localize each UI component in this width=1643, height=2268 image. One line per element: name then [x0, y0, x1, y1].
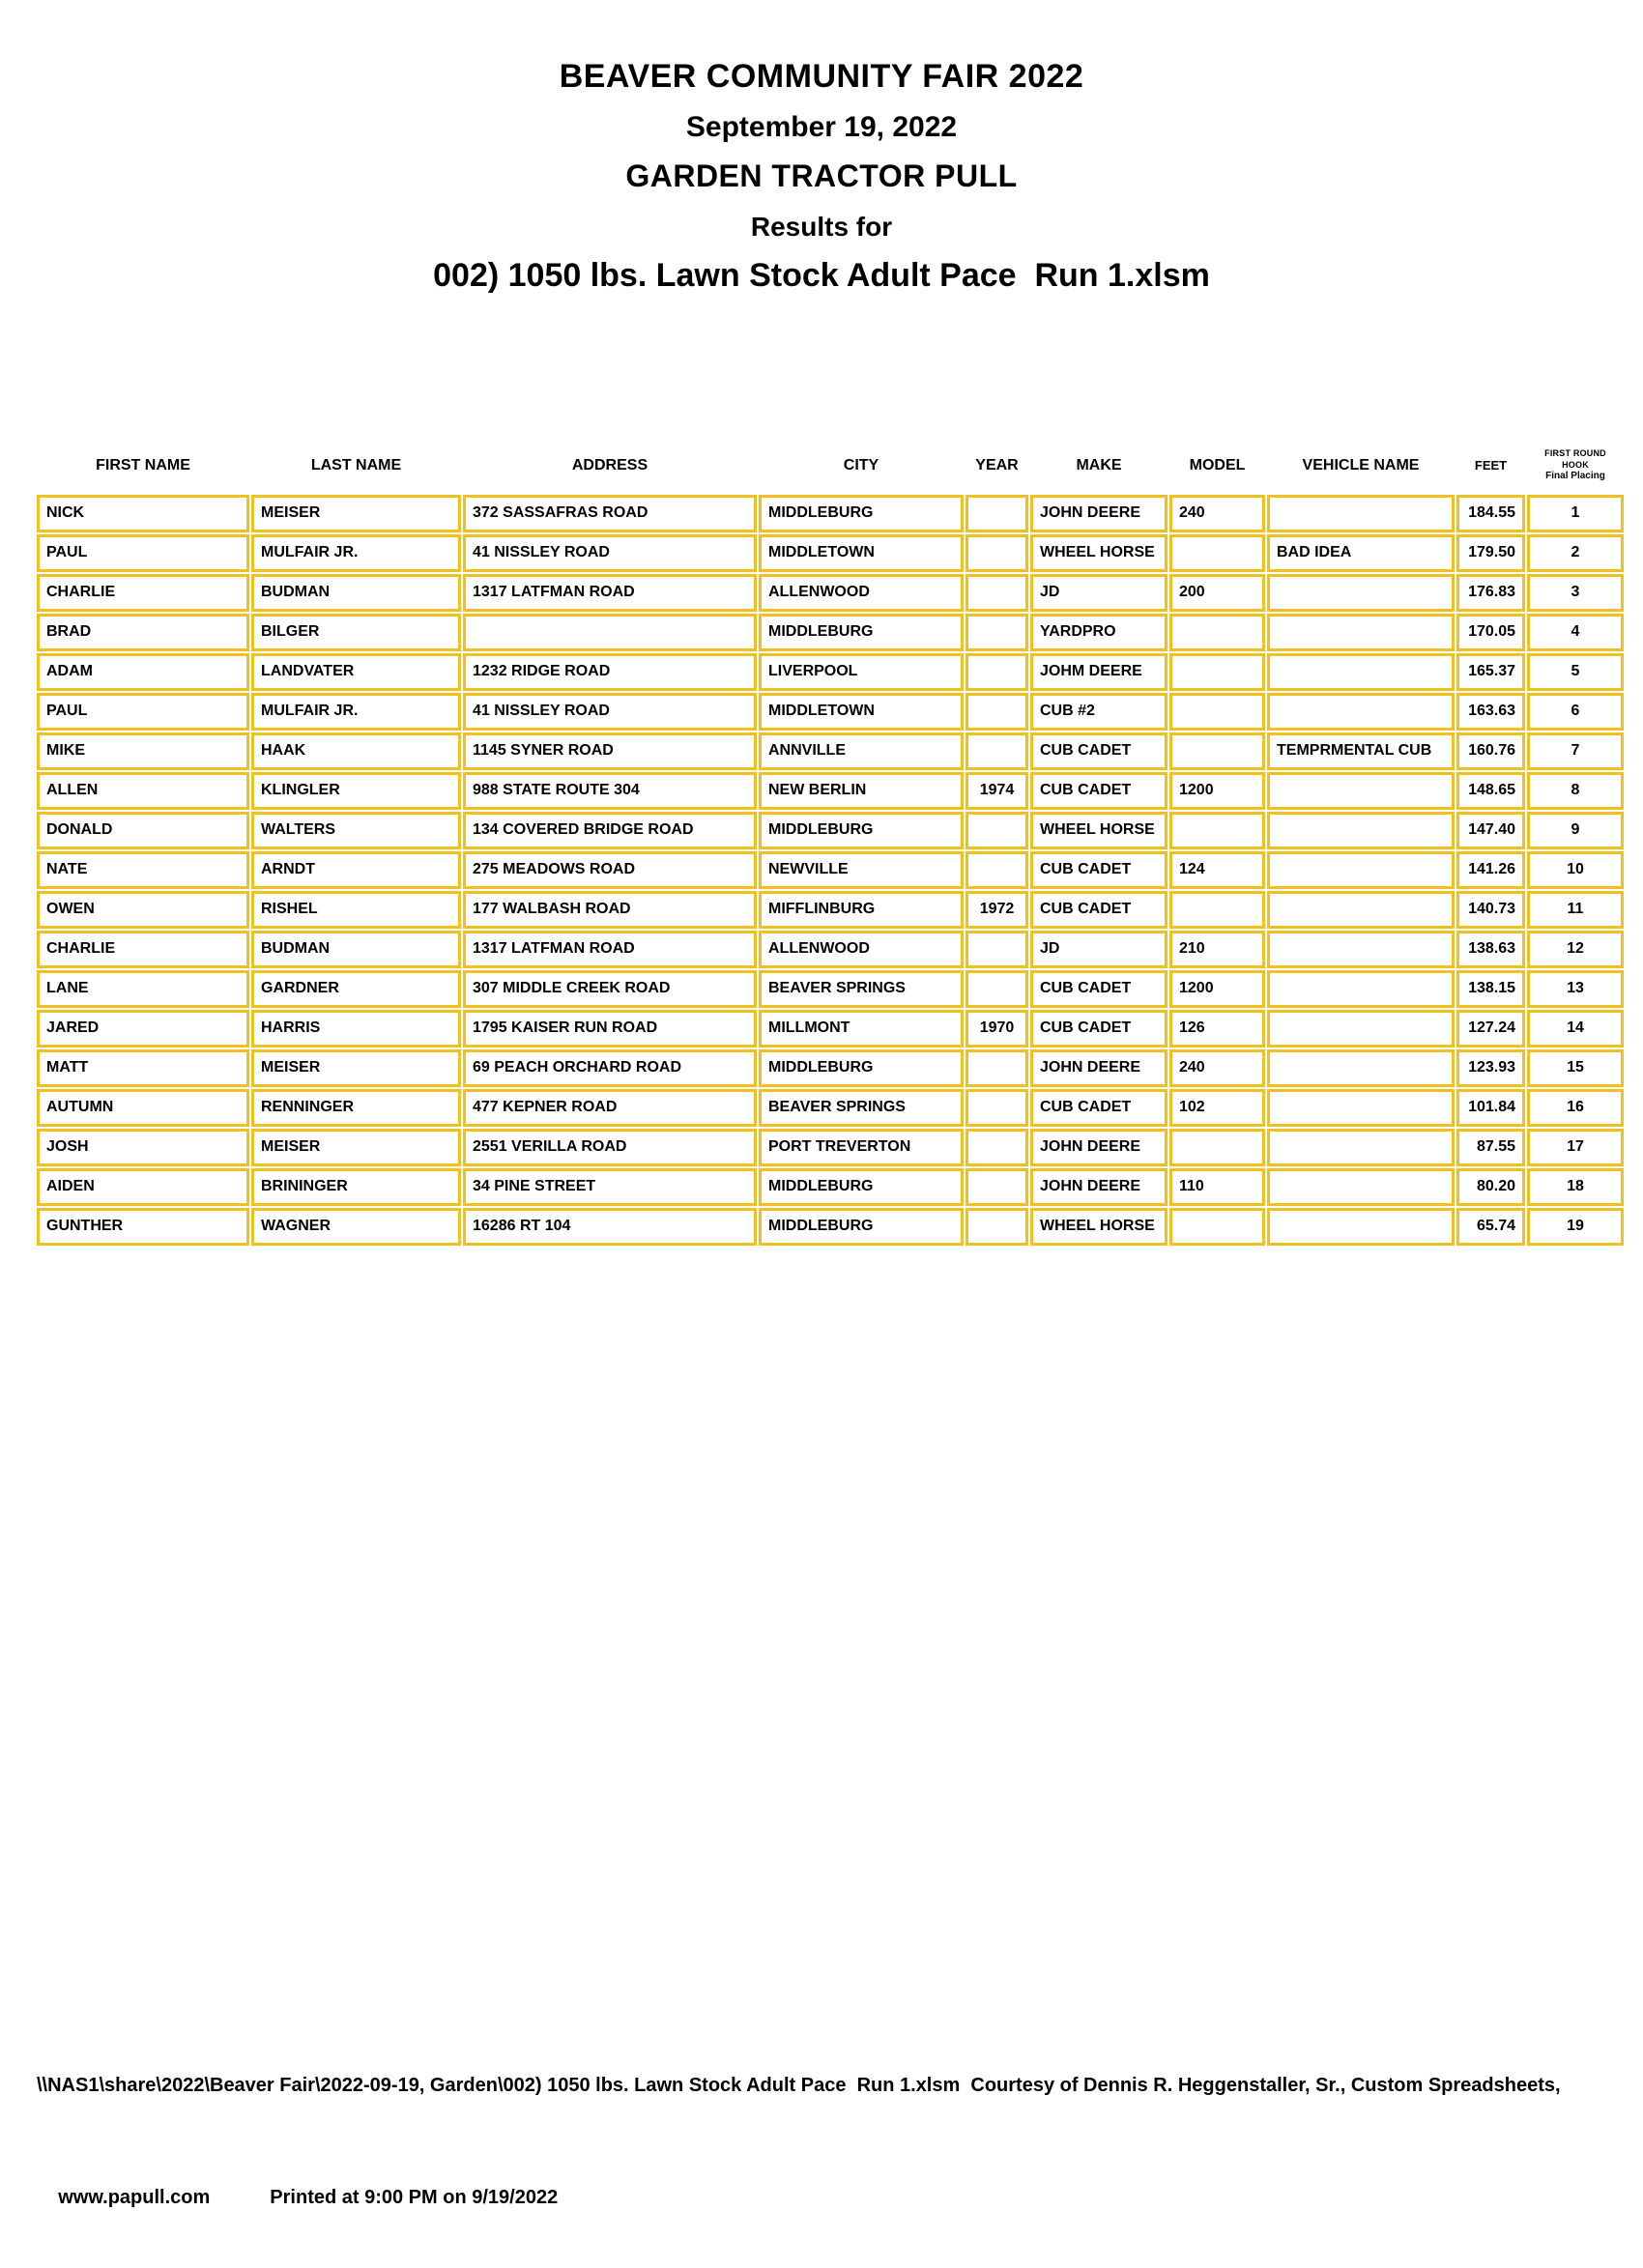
- footer-website: www.papull.com: [58, 2187, 211, 2208]
- cell-feet: 165.37: [1456, 653, 1525, 691]
- cell-make: CUB CADET: [1030, 1089, 1167, 1127]
- cell-model: [1169, 534, 1265, 572]
- header-year: YEAR: [975, 456, 1019, 474]
- table-row: [37, 534, 1624, 572]
- cell-city: PORT TREVERTON: [759, 1129, 964, 1166]
- title-block: [0, 0, 1643, 294]
- cell-model: 110: [1169, 1168, 1265, 1206]
- cell-first-name: CHARLIE: [37, 574, 249, 612]
- cell-model: [1169, 891, 1265, 929]
- table-row: [37, 772, 1624, 810]
- cell-year: [966, 931, 1028, 968]
- footer-printed-timestamp: Printed at 9:00 PM on 9/19/2022: [270, 2187, 559, 2208]
- header-feet: FEET: [1474, 458, 1508, 474]
- cell-last-name: WALTERS: [251, 812, 461, 849]
- header-last-name: LAST NAME: [310, 456, 402, 474]
- cell-last-name: ARNDT: [251, 851, 461, 889]
- cell-vehicle-name: [1267, 970, 1455, 1008]
- cell-address: [463, 614, 757, 651]
- cell-make: CUB CADET: [1030, 970, 1167, 1008]
- cell-vehicle-name: [1267, 772, 1455, 810]
- cell-year: [966, 851, 1028, 889]
- cell-last-name: BUDMAN: [251, 574, 461, 612]
- cell-make: JOHN DEERE: [1030, 1168, 1167, 1206]
- header-model: MODEL: [1189, 456, 1246, 474]
- cell-year: [966, 495, 1028, 532]
- cell-address: 16286 RT 104: [463, 1208, 757, 1246]
- cell-model: [1169, 1129, 1265, 1166]
- cell-make: CUB CADET: [1030, 732, 1167, 770]
- cell-make: CUB CADET: [1030, 772, 1167, 810]
- header-vehicle-name: VEHICLE NAME: [1302, 456, 1420, 474]
- header-first-round-hook: [1527, 439, 1624, 493]
- cell-city: BEAVER SPRINGS: [759, 970, 964, 1008]
- cell-year: [966, 970, 1028, 1008]
- cell-year: [966, 653, 1028, 691]
- cell-last-name: RENNINGER: [251, 1089, 461, 1127]
- cell-first-name: ADAM: [37, 653, 249, 691]
- cell-model: 102: [1169, 1089, 1265, 1127]
- cell-vehicle-name: [1267, 1049, 1455, 1087]
- cell-vehicle-name: [1267, 693, 1455, 731]
- cell-address: 41 NISSLEY ROAD: [463, 534, 757, 572]
- cell-year: [966, 1089, 1028, 1127]
- table-body: [37, 495, 1624, 1246]
- cell-feet: 138.63: [1456, 931, 1525, 968]
- cell-city: MILLMONT: [759, 1010, 964, 1048]
- cell-feet: 138.15: [1456, 970, 1525, 1008]
- cell-vehicle-name: [1267, 1168, 1455, 1206]
- cell-model: 126: [1169, 1010, 1265, 1048]
- cell-make: JOHM DEERE: [1030, 653, 1167, 691]
- cell-final-placing: 6: [1527, 693, 1624, 731]
- cell-address: 988 STATE ROUTE 304: [463, 772, 757, 810]
- cell-first-name: JARED: [37, 1010, 249, 1048]
- cell-city: MIDDLEBURG: [759, 1049, 964, 1087]
- cell-vehicle-name: TEMPRMENTAL CUB: [1267, 732, 1455, 770]
- results-table: [35, 437, 1626, 1248]
- header-final-placing-line: Final Placing: [1545, 470, 1605, 481]
- cell-model: [1169, 1208, 1265, 1246]
- cell-vehicle-name: [1267, 1089, 1455, 1127]
- table-row: [37, 812, 1624, 849]
- cell-address: 1317 LATFMAN ROAD: [463, 574, 757, 612]
- cell-final-placing: 4: [1527, 614, 1624, 651]
- cell-feet: 141.26: [1456, 851, 1525, 889]
- cell-last-name: MULFAIR JR.: [251, 693, 461, 731]
- cell-last-name: GARDNER: [251, 970, 461, 1008]
- table-row: [37, 495, 1624, 532]
- cell-model: 1200: [1169, 970, 1265, 1008]
- cell-model: 124: [1169, 851, 1265, 889]
- table-row: [37, 574, 1624, 612]
- cell-feet: 80.20: [1456, 1168, 1525, 1206]
- results-for-label: Results for: [750, 211, 893, 242]
- cell-city: NEW BERLIN: [759, 772, 964, 810]
- table-row: [37, 1129, 1624, 1166]
- cell-first-name: MATT: [37, 1049, 249, 1087]
- cell-feet: 148.65: [1456, 772, 1525, 810]
- cell-model: [1169, 732, 1265, 770]
- cell-model: [1169, 693, 1265, 731]
- cell-make: JD: [1030, 931, 1167, 968]
- cell-make: JD: [1030, 574, 1167, 612]
- cell-feet: 147.40: [1456, 812, 1525, 849]
- cell-model: 240: [1169, 1049, 1265, 1087]
- footer-file-path: \\NAS1\share\2022\Beaver Fair\2022-09-19, Garden\002) 1050 lbs. Lawn Stock Adult Pace Run 1.xlsm Courtesy of Dennis R. Heggenstaller, Sr., Custom Spreadsheets,: [37, 2075, 1561, 2096]
- cell-first-name: NICK: [37, 495, 249, 532]
- cell-model: 1200: [1169, 772, 1265, 810]
- cell-city: NEWVILLE: [759, 851, 964, 889]
- cell-address: 1145 SYNER ROAD: [463, 732, 757, 770]
- cell-feet: 140.73: [1456, 891, 1525, 929]
- cell-make: CUB #2: [1030, 693, 1167, 731]
- cell-feet: 127.24: [1456, 1010, 1525, 1048]
- cell-model: 200: [1169, 574, 1265, 612]
- cell-vehicle-name: [1267, 891, 1455, 929]
- cell-vehicle-name: [1267, 614, 1455, 651]
- cell-city: MIDDLEBURG: [759, 1168, 964, 1206]
- cell-first-name: BRAD: [37, 614, 249, 651]
- table-row: [37, 1208, 1624, 1246]
- cell-final-placing: 14: [1527, 1010, 1624, 1048]
- table-row: [37, 653, 1624, 691]
- cell-city: BEAVER SPRINGS: [759, 1089, 964, 1127]
- cell-first-name: OWEN: [37, 891, 249, 929]
- cell-model: 210: [1169, 931, 1265, 968]
- cell-city: MIDDLETOWN: [759, 534, 964, 572]
- cell-first-name: CHARLIE: [37, 931, 249, 968]
- cell-address: 34 PINE STREET: [463, 1168, 757, 1206]
- cell-address: 41 NISSLEY ROAD: [463, 693, 757, 731]
- cell-city: MIDDLEBURG: [759, 812, 964, 849]
- header-first-name: FIRST NAME: [96, 456, 190, 474]
- cell-vehicle-name: [1267, 1129, 1455, 1166]
- cell-final-placing: 19: [1527, 1208, 1624, 1246]
- cell-feet: 179.50: [1456, 534, 1525, 572]
- cell-year: [966, 812, 1028, 849]
- cell-vehicle-name: [1267, 1208, 1455, 1246]
- cell-final-placing: 15: [1527, 1049, 1624, 1087]
- cell-year: [966, 1208, 1028, 1246]
- cell-make: WHEEL HORSE: [1030, 1208, 1167, 1246]
- cell-make: YARDPRO: [1030, 614, 1167, 651]
- cell-model: 240: [1169, 495, 1265, 532]
- table-row: [37, 891, 1624, 929]
- cell-final-placing: 12: [1527, 931, 1624, 968]
- cell-feet: 101.84: [1456, 1089, 1525, 1127]
- cell-model: [1169, 614, 1265, 651]
- cell-year: [966, 732, 1028, 770]
- table-row: [37, 1049, 1624, 1087]
- table-row: [37, 1089, 1624, 1127]
- cell-city: LIVERPOOL: [759, 653, 964, 691]
- cell-first-name: JOSH: [37, 1129, 249, 1166]
- table-row: [37, 1168, 1624, 1206]
- table-row: [37, 851, 1624, 889]
- header-first-round-line: FIRST ROUND: [1544, 448, 1606, 459]
- cell-city: MIDDLEBURG: [759, 495, 964, 532]
- cell-vehicle-name: [1267, 1010, 1455, 1048]
- cell-address: 372 SASSAFRAS ROAD: [463, 495, 757, 532]
- cell-vehicle-name: [1267, 574, 1455, 612]
- cell-first-name: GUNTHER: [37, 1208, 249, 1246]
- cell-first-name: AUTUMN: [37, 1089, 249, 1127]
- cell-make: CUB CADET: [1030, 1010, 1167, 1048]
- cell-year: 1970: [966, 1010, 1028, 1048]
- cell-make: CUB CADET: [1030, 891, 1167, 929]
- cell-city: ANNVILLE: [759, 732, 964, 770]
- event-date: September 19, 2022: [685, 110, 958, 143]
- cell-year: [966, 614, 1028, 651]
- header-address: ADDRESS: [571, 456, 649, 474]
- cell-first-name: PAUL: [37, 534, 249, 572]
- cell-first-name: DONALD: [37, 812, 249, 849]
- cell-year: [966, 534, 1028, 572]
- cell-feet: 170.05: [1456, 614, 1525, 651]
- cell-final-placing: 7: [1527, 732, 1624, 770]
- cell-year: [966, 574, 1028, 612]
- cell-last-name: RISHEL: [251, 891, 461, 929]
- table-row: [37, 931, 1624, 968]
- cell-final-placing: 8: [1527, 772, 1624, 810]
- cell-address: 1795 KAISER RUN ROAD: [463, 1010, 757, 1048]
- cell-last-name: BILGER: [251, 614, 461, 651]
- cell-vehicle-name: BAD IDEA: [1267, 534, 1455, 572]
- cell-last-name: HAAK: [251, 732, 461, 770]
- cell-last-name: MEISER: [251, 1049, 461, 1087]
- cell-last-name: LANDVATER: [251, 653, 461, 691]
- cell-make: WHEEL HORSE: [1030, 534, 1167, 572]
- cell-last-name: MULFAIR JR.: [251, 534, 461, 572]
- cell-first-name: PAUL: [37, 693, 249, 731]
- cell-city: MIDDLEBURG: [759, 1208, 964, 1246]
- cell-feet: 87.55: [1456, 1129, 1525, 1166]
- cell-city: ALLENWOOD: [759, 574, 964, 612]
- cell-first-name: NATE: [37, 851, 249, 889]
- cell-model: [1169, 653, 1265, 691]
- cell-last-name: MEISER: [251, 495, 461, 532]
- cell-year: 1972: [966, 891, 1028, 929]
- table-header-row: [37, 439, 1624, 493]
- cell-final-placing: 10: [1527, 851, 1624, 889]
- cell-final-placing: 11: [1527, 891, 1624, 929]
- cell-first-name: AIDEN: [37, 1168, 249, 1206]
- table-row: [37, 693, 1624, 731]
- cell-last-name: MEISER: [251, 1129, 461, 1166]
- event-title: BEAVER COMMUNITY FAIR 2022: [559, 58, 1084, 95]
- header-city: CITY: [843, 456, 879, 474]
- cell-final-placing: 9: [1527, 812, 1624, 849]
- cell-address: 1232 RIDGE ROAD: [463, 653, 757, 691]
- cell-final-placing: 18: [1527, 1168, 1624, 1206]
- cell-last-name: KLINGLER: [251, 772, 461, 810]
- table-row: [37, 614, 1624, 651]
- cell-final-placing: 1: [1527, 495, 1624, 532]
- cell-address: 477 KEPNER ROAD: [463, 1089, 757, 1127]
- cell-address: 1317 LATFMAN ROAD: [463, 931, 757, 968]
- cell-year: [966, 1129, 1028, 1166]
- cell-first-name: MIKE: [37, 732, 249, 770]
- cell-final-placing: 2: [1527, 534, 1624, 572]
- cell-address: 2551 VERILLA ROAD: [463, 1129, 757, 1166]
- cell-address: 69 PEACH ORCHARD ROAD: [463, 1049, 757, 1087]
- cell-address: 307 MIDDLE CREEK ROAD: [463, 970, 757, 1008]
- cell-final-placing: 3: [1527, 574, 1624, 612]
- cell-final-placing: 16: [1527, 1089, 1624, 1127]
- class-filename-title: 002) 1050 lbs. Lawn Stock Adult Pace Run 1.xlsm: [433, 257, 1210, 295]
- cell-year: [966, 1049, 1028, 1087]
- cell-make: JOHN DEERE: [1030, 1049, 1167, 1087]
- cell-make: WHEEL HORSE: [1030, 812, 1167, 849]
- cell-feet: 123.93: [1456, 1049, 1525, 1087]
- cell-last-name: HARRIS: [251, 1010, 461, 1048]
- cell-address: 275 MEADOWS ROAD: [463, 851, 757, 889]
- cell-vehicle-name: [1267, 931, 1455, 968]
- cell-year: 1974: [966, 772, 1028, 810]
- cell-feet: 184.55: [1456, 495, 1525, 532]
- cell-final-placing: 13: [1527, 970, 1624, 1008]
- cell-final-placing: 5: [1527, 653, 1624, 691]
- cell-last-name: BRININGER: [251, 1168, 461, 1206]
- cell-vehicle-name: [1267, 851, 1455, 889]
- cell-city: MIDDLETOWN: [759, 693, 964, 731]
- header-make: MAKE: [1076, 456, 1122, 474]
- table-row: [37, 970, 1624, 1008]
- cell-final-placing: 17: [1527, 1129, 1624, 1166]
- cell-city: ALLENWOOD: [759, 931, 964, 968]
- cell-city: MIDDLEBURG: [759, 614, 964, 651]
- cell-make: JOHN DEERE: [1030, 1129, 1167, 1166]
- cell-first-name: LANE: [37, 970, 249, 1008]
- cell-make: CUB CADET: [1030, 851, 1167, 889]
- cell-model: [1169, 812, 1265, 849]
- header-hook-line: HOOK: [1562, 459, 1589, 470]
- cell-vehicle-name: [1267, 653, 1455, 691]
- cell-address: 177 WALBASH ROAD: [463, 891, 757, 929]
- page-footer: [37, 2016, 1622, 2268]
- cell-vehicle-name: [1267, 495, 1455, 532]
- cell-feet: 163.63: [1456, 693, 1525, 731]
- cell-make: JOHN DEERE: [1030, 495, 1167, 532]
- cell-last-name: BUDMAN: [251, 931, 461, 968]
- cell-city: MIFFLINBURG: [759, 891, 964, 929]
- cell-year: [966, 1168, 1028, 1206]
- table-row: [37, 732, 1624, 770]
- cell-address: 134 COVERED BRIDGE ROAD: [463, 812, 757, 849]
- table-row: [37, 1010, 1624, 1048]
- cell-feet: 65.74: [1456, 1208, 1525, 1246]
- cell-last-name: WAGNER: [251, 1208, 461, 1246]
- event-type: GARDEN TRACTOR PULL: [625, 158, 1018, 194]
- cell-feet: 176.83: [1456, 574, 1525, 612]
- cell-year: [966, 693, 1028, 731]
- cell-vehicle-name: [1267, 812, 1455, 849]
- cell-first-name: ALLEN: [37, 772, 249, 810]
- cell-feet: 160.76: [1456, 732, 1525, 770]
